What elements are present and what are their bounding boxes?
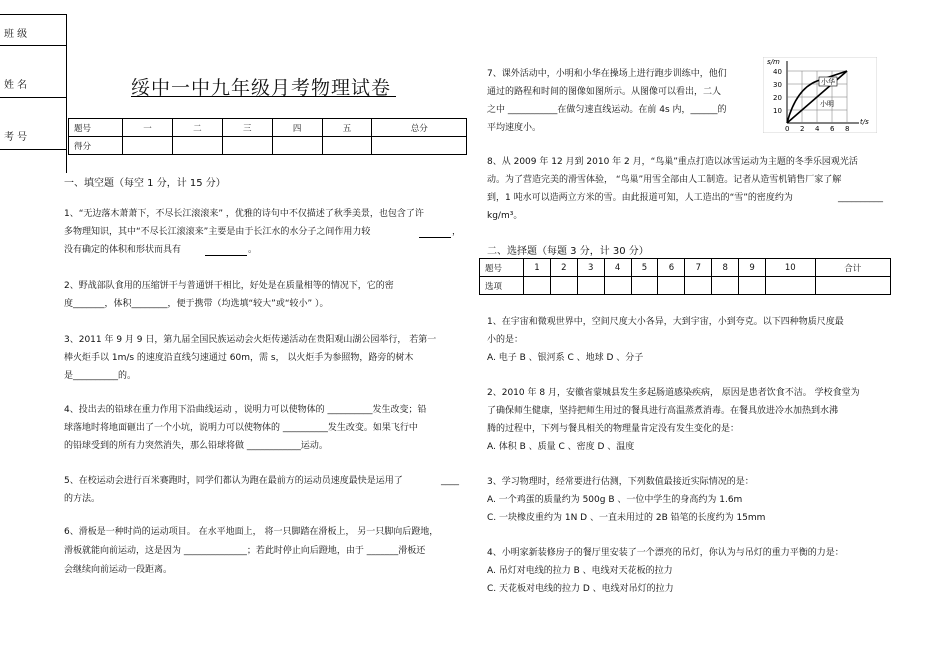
score-header-cell: 四 <box>272 119 322 137</box>
answer-input-cell[interactable] <box>658 277 685 295</box>
choice-q2-line: 腾的过程中，下列与餐具相关的物理量肯定没有发生变化的是： <box>487 424 740 434</box>
q5-line: 的方法。 <box>64 494 101 504</box>
answer-input-cell[interactable] <box>712 277 739 295</box>
q7-line: 之中 ___________在做匀速直线运动。在前 4s 内，______的 <box>487 105 727 115</box>
score-input-cell[interactable] <box>123 137 173 155</box>
score-input-cell[interactable] <box>372 137 467 155</box>
choice-q4-line: 4、小明家新装修房子的餐厅里安装了一个漂亮的吊灯，你认为与吊灯的重力平衡的力是： <box>487 548 844 558</box>
answer-header-cell: 1 <box>524 259 551 277</box>
q2-line: 度_______，体积________，便于携带（均选填“较大”或“较小” ）。 <box>64 299 329 309</box>
answer-header-cell: 9 <box>739 259 766 277</box>
score-row-label: 得分 <box>69 137 123 155</box>
q3-line: 是__________的。 <box>64 371 137 381</box>
answer-input-cell[interactable] <box>815 277 890 295</box>
score-input-cell[interactable] <box>222 137 272 155</box>
q2-line: 2、野战部队食用的压缩饼干与普通饼干相比，好处是在质量相等的情况下，它的密 <box>64 281 394 291</box>
score-header-cell: 题号 <box>69 119 123 137</box>
motion-graph <box>763 57 877 133</box>
q6-line: 会继续向前运动一段距离。 <box>64 565 173 575</box>
answer-input-cell[interactable] <box>685 277 712 295</box>
answer-table <box>479 258 891 295</box>
answer-header-cell: 2 <box>550 259 577 277</box>
choice-q2-options: A. 体积 B 、质量 C 、密度 D 、温度 <box>487 442 635 452</box>
x-tick: 6 <box>830 125 835 133</box>
q4-line: 球落地时将地面砸出了一个小坑，说明力可以使物体的 __________发生改变。如果飞行中 <box>64 423 418 433</box>
score-header-cell: 三 <box>222 119 272 137</box>
series-ming-label: 小明 <box>820 100 834 108</box>
y-axis-label: s/m <box>767 58 780 66</box>
answer-header-cell: 8 <box>712 259 739 277</box>
q3-line: 3、2011 年 9 月 9 日，第九届全国民族运动会火炬传递活动在贵阳观山湖公园举行， 若第一 <box>64 335 437 345</box>
y-tick: 40 <box>773 68 782 76</box>
q1-line: 1、“无边落木萧萧下，不尽长江滚滚来” ，优雅的诗句中不仅描述了秋季美景，也包含了许 <box>64 209 424 219</box>
q5-line: 5、在校运动会进行百米赛跑时，同学们都认为跑在最前方的运动员速度最快是运用了 <box>64 476 403 486</box>
answer-input-cell[interactable] <box>739 277 766 295</box>
score-header-cell: 二 <box>172 119 222 137</box>
choice-q1-line: 小的是： <box>487 335 524 345</box>
answer-header-cell: 4 <box>604 259 631 277</box>
answer-input-cell[interactable] <box>550 277 577 295</box>
name-label: 姓 名 <box>4 80 28 91</box>
answer-header-cell: 10 <box>766 259 816 277</box>
q4-line: 的铅球受到的所有力突然消失，那么铅球将做 ____________运动。 <box>64 441 328 451</box>
class-line <box>0 45 66 46</box>
q1-tail: ， <box>452 227 462 237</box>
choice-q3-options: C. 一块橡皮重约为 1N D 、一直未用过的 2B 铅笔的长度约为 15mm <box>487 513 766 523</box>
choice-q4-options: C. 天花板对电线的拉力 D 、电线对吊灯的拉力 <box>487 584 674 594</box>
motion-graph-svg <box>763 57 877 133</box>
q7-line: 通过的路程和时间的图像如图所示。从图像可以看出，二人 <box>487 87 722 97</box>
answer-header-cell: 7 <box>685 259 712 277</box>
answer-input-cell[interactable] <box>524 277 551 295</box>
score-input-cell[interactable] <box>272 137 322 155</box>
score-input-cell[interactable] <box>172 137 222 155</box>
y-tick: 20 <box>773 94 782 102</box>
title-underline <box>131 96 396 97</box>
q1-tail2: 。 <box>248 245 258 255</box>
y-tick: 30 <box>773 81 782 89</box>
answer-header-cell: 3 <box>577 259 604 277</box>
binding-strip <box>0 14 67 173</box>
q1-blank1[interactable] <box>419 237 451 238</box>
choice-q4-options: A. 吊灯对电线的拉力 B 、电线对天花板的拉力 <box>487 566 673 576</box>
answer-header-cell: 5 <box>631 259 658 277</box>
answer-input-cell[interactable] <box>604 277 631 295</box>
x-tick: 2 <box>800 125 805 133</box>
q1-line: 没有确定的体积和形状而具有 <box>64 245 182 255</box>
name-line <box>0 97 66 98</box>
answer-input-cell[interactable] <box>577 277 604 295</box>
number-label: 考 号 <box>4 132 28 143</box>
choice-q2-line: 了确保师生健康，坚持把师生用过的餐具进行高温蒸煮消毒。在餐具放进冷水加热到水沸 <box>487 406 839 416</box>
y-tick: 10 <box>773 107 782 115</box>
q8-line: kg/m³。 <box>487 211 523 221</box>
q8-line: 动。为了营造完美的滑雪体验， “鸟巢”用雪全部由人工制造。记者从造雪机销售厂家了解 <box>487 175 842 185</box>
score-input-cell[interactable] <box>322 137 372 155</box>
choice-q2-line: 2、2010 年 8 月，安徽省蒙城县发生多起肠道感染疾病， 原因是患者饮食不洁。 学校食堂为 <box>487 388 860 398</box>
answer-header-cell: 6 <box>658 259 685 277</box>
q4-line: 4、投出去的铅球在重力作用下沿曲线运动 ，说明力可以使物体的 __________发生改变；铅 <box>64 405 427 415</box>
x-tick: 8 <box>845 125 850 133</box>
series-hua-label: 小华 <box>821 78 835 86</box>
q1-blank2[interactable] <box>205 255 247 256</box>
q7-line: 平均速度小。 <box>487 123 542 133</box>
section2-heading: 二、选择题（每题 3 分，计 30 分） <box>487 246 649 257</box>
class-label: 班 级 <box>4 29 28 40</box>
page-title: 绥中一中九年级月考物理试卷 <box>131 77 392 99</box>
q7-line: 7、课外活动中，小明和小华在操场上进行跑步训练中，他们 <box>487 69 727 79</box>
answer-header-cell: 合计 <box>815 259 890 277</box>
answer-row-label: 选项 <box>480 277 524 295</box>
score-header-cell: 总分 <box>372 119 467 137</box>
number-line <box>0 149 66 150</box>
choice-q1-line: 1、在宇宙和微观世界中，空间尺度大小各异，大到宇宙，小到夸克。以下四种物质尺度最 <box>487 317 844 327</box>
score-header-cell: 五 <box>322 119 372 137</box>
section1-heading: 一、填空题（每空 1 分，计 15 分） <box>64 178 226 189</box>
q8-line: 8、从 2009 年 12 月到 2010 年 2 月，“鸟巢”重点打造以冰雪运动为主题的冬季乐园观光活 <box>487 157 858 167</box>
choice-q1-options: A. 电子 B 、银河系 C 、地球 D 、分子 <box>487 353 644 363</box>
x-axis-label: t/s <box>860 118 869 126</box>
q6-line: 滑板就能向前运动，这是因为 ______________；若此时停止向后蹬地，由于 _______滑板还 <box>64 546 426 556</box>
q6-line: 6、滑板是一种时尚的运动项目。 在水平地面上， 将一只脚踏在滑板上， 另一只脚向后蹬地， <box>64 527 439 537</box>
q8-blank[interactable]: __________ <box>838 193 883 203</box>
q8-line: 到，1 吨水可以造两立方米的雪。由此报道可知，人工造出的“雪”的密度约为 <box>487 193 793 203</box>
choice-q3-line: 3、学习物理时，经常要进行估测，下列数值最接近实际情况的是： <box>487 477 754 487</box>
score-table <box>68 118 467 155</box>
score-header-cell: 一 <box>123 119 173 137</box>
q1-line: 多物理知识，其中“不尽长江滚滚来”主要是由于长江水的水分子之间作用力较 <box>64 227 371 237</box>
q3-line: 棒火炬手以 1m/s 的速度沿直线匀速通过 60m，需 s， 以火炬手为参照物，路旁的树木 <box>64 353 414 363</box>
x-tick: 0 <box>785 125 790 133</box>
x-tick: 4 <box>815 125 820 133</box>
answer-input-cell[interactable] <box>766 277 816 295</box>
choice-q3-options: A. 一个鸡蛋的质量约为 500g B 、一位中学生的身高约为 1.6m <box>487 495 743 505</box>
answer-header-cell: 题号 <box>480 259 524 277</box>
answer-input-cell[interactable] <box>631 277 658 295</box>
q5-blank[interactable]: ____ <box>441 476 459 486</box>
